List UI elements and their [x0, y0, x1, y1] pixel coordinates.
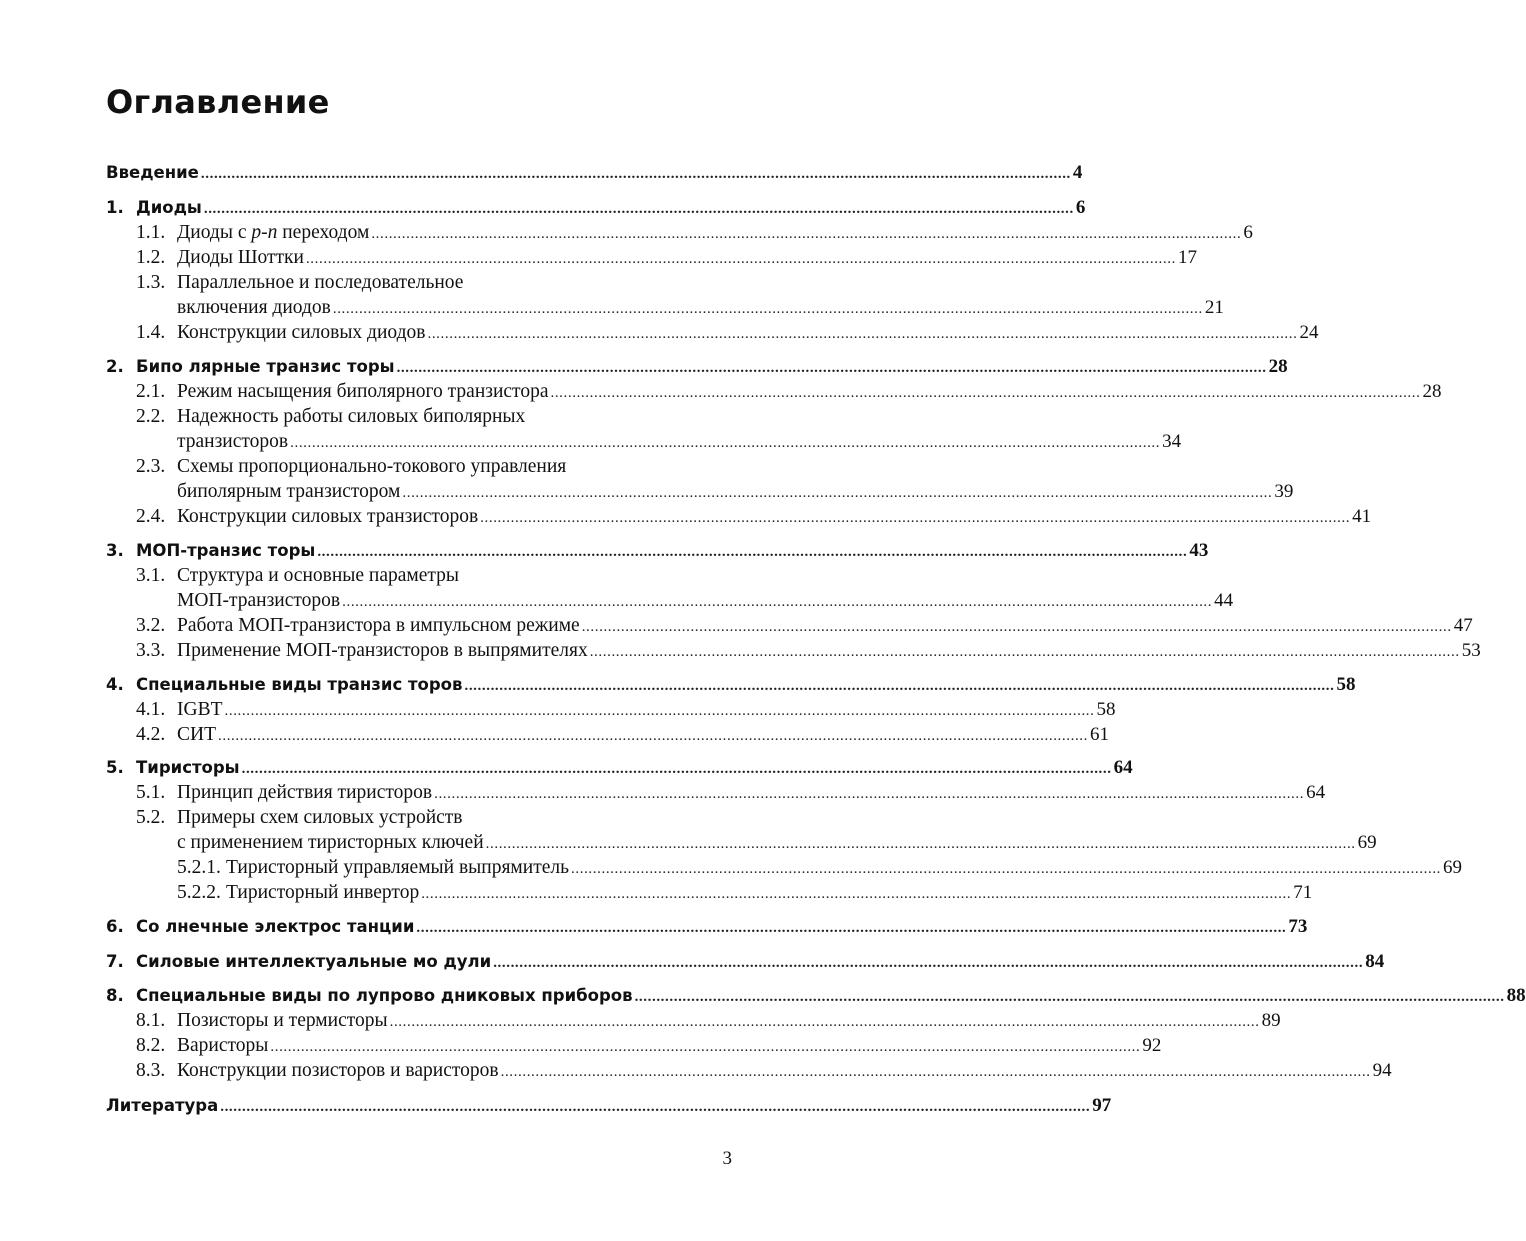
section-page: 17	[1177, 247, 1197, 268]
chapter-number: 8.	[106, 986, 124, 1005]
leader-dots: ........................................................................................................................................................................................................	[500, 1064, 1371, 1080]
leader-dots: ........................................................................................................................................................................................................	[224, 703, 1095, 719]
leader-dots: ........................................................................................................................................................................................................	[371, 226, 1242, 242]
section-page: 89	[1261, 1010, 1281, 1031]
section-label: IGBT	[177, 699, 223, 720]
section-label-continued: МОП-транзисторов	[177, 590, 341, 611]
leader-dots: ........................................................................................................................................................................................................	[290, 435, 1161, 451]
leader-dots: ........................................................................................................................................................................................................	[270, 1039, 1141, 1055]
chapter-page: 6	[1075, 197, 1086, 218]
section-label: Надежность работы силовых биполярных	[177, 406, 526, 427]
section-number: 5.2.	[136, 807, 166, 828]
section-label: Диоды с p-n переходом	[177, 222, 370, 243]
chapter-label: Со лнечные электрос танции	[136, 917, 415, 936]
subsection-number: 5.2.2.	[177, 882, 221, 903]
section-number: 5.1.	[136, 782, 166, 803]
section-page: 28	[1422, 381, 1442, 402]
toc-chapter-4	[106, 674, 1356, 699]
toc-chapter-6	[106, 916, 1308, 941]
section-number: 1.4.	[136, 322, 166, 343]
section-label: Варисторы	[177, 1035, 269, 1056]
section-number: 1.2.	[136, 247, 166, 268]
leader-dots: ........................................................................................................................................................................................................	[203, 201, 1074, 217]
toc-section-1-2	[106, 247, 1197, 272]
chapter-page: 84	[1365, 951, 1385, 972]
toc-section-1-3-cont	[106, 297, 1224, 322]
chapter-page: 88	[1506, 985, 1526, 1006]
leader-dots: ........................................................................................................................................................................................................	[634, 989, 1505, 1005]
leader-dots: ........................................................................................................................................................................................................	[427, 326, 1298, 342]
section-number: 1.1.	[136, 222, 166, 243]
toc-chapter-8	[106, 985, 1526, 1010]
section-page: 92	[1142, 1035, 1162, 1056]
toc-entry-page: 4	[1072, 162, 1083, 183]
chapter-page: 64	[1113, 757, 1133, 778]
chapter-label: Специальные виды транзис торов	[136, 675, 463, 694]
toc-section-2-3	[106, 456, 728, 481]
chapter-number: 7.	[106, 952, 124, 971]
section-page: 94	[1372, 1060, 1392, 1081]
section-page: 24	[1299, 322, 1319, 343]
chapter-page: 73	[1288, 916, 1308, 937]
chapter-number: 5.	[106, 758, 124, 777]
toc-section-2-2	[106, 406, 728, 431]
section-label: Применение МОП-транзисторов в выпрямителях	[177, 640, 588, 661]
toc-chapter-7	[106, 951, 1385, 976]
section-label-continued: с применением тиристорных ключей	[177, 832, 484, 853]
leader-dots: ........................................................................................................................................................................................................	[581, 619, 1452, 635]
section-label: Конструкции силовых транзисторов	[177, 506, 479, 527]
toc-section-3-1-cont	[106, 590, 1234, 615]
section-label-continued: включения диодов	[177, 297, 331, 318]
section-page: 69	[1357, 832, 1377, 853]
section-number: 1.3.	[136, 272, 166, 293]
section-page: 61	[1090, 724, 1109, 745]
section-number: 2.1.	[136, 381, 166, 402]
section-number: 3.2.	[136, 615, 166, 636]
section-label: СИТ	[177, 724, 216, 745]
section-page: 6	[1243, 222, 1253, 243]
section-page: 47	[1453, 615, 1473, 636]
section-page: 34	[1162, 431, 1182, 452]
toc-section-8-1	[106, 1010, 1281, 1035]
toc-section-1-3	[106, 272, 728, 297]
toc-section-8-2	[106, 1035, 1162, 1060]
toc-subsection-5-2-1	[106, 857, 1463, 882]
chapter-page: 43	[1189, 540, 1209, 561]
section-label: Принцип действия тиристоров	[177, 782, 433, 803]
section-number: 8.1.	[136, 1010, 166, 1031]
chapter-label: Силовые интеллектуальные мо дули	[136, 952, 492, 971]
toc-section-8-3	[106, 1060, 1392, 1085]
leader-dots: ........................................................................................................................................................................................................	[342, 594, 1213, 610]
toc-section-2-1	[106, 381, 1442, 406]
section-number: 4.2.	[136, 724, 166, 745]
chapter-label: Специальные виды по лупрово дниковых приборов	[136, 986, 633, 1005]
toc-section-4-1	[106, 699, 1116, 724]
subsection-page: 69	[1443, 857, 1463, 878]
leader-dots: ........................................................................................................................................................................................................	[493, 955, 1364, 971]
section-page: 44	[1214, 590, 1234, 611]
toc-entry-page: 97	[1092, 1095, 1112, 1116]
section-label: Позисторы и термисторы	[177, 1010, 388, 1031]
toc-section-3-3	[106, 640, 1481, 665]
subsection-number: 5.2.1.	[177, 857, 221, 878]
chapter-number: 4.	[106, 675, 124, 694]
toc-entry-label: Литература	[106, 1096, 219, 1115]
section-label: Структура и основные параметры	[177, 565, 460, 586]
leader-dots: ........................................................................................................................................................................................................	[480, 510, 1351, 526]
toc-section-5-2-cont	[106, 832, 1377, 857]
section-label: Диоды Шоттки	[177, 247, 304, 268]
toc-section-2-3-cont	[106, 481, 1294, 506]
toc-section-3-1	[106, 565, 728, 590]
toc-chapter-5	[106, 757, 1133, 782]
leader-dots: ........................................................................................................................................................................................................	[550, 385, 1421, 401]
toc-section-1-4	[106, 322, 1319, 347]
section-number: 3.1.	[136, 565, 166, 586]
toc-entry-label: Введение	[106, 163, 199, 182]
chapter-number: 3.	[106, 541, 124, 560]
leader-dots: ........................................................................................................................................................................................................	[317, 544, 1188, 560]
toc-section-2-2-cont	[106, 431, 1182, 456]
page-title: Оглавление	[106, 83, 330, 121]
leader-dots: ........................................................................................................................................................................................................	[305, 251, 1176, 267]
section-number: 2.3.	[136, 456, 166, 477]
toc-chapter-2	[106, 356, 1288, 381]
toc-entry-literature	[106, 1095, 1112, 1120]
chapter-number: 6.	[106, 917, 124, 936]
leader-dots: ........................................................................................................................................................................................................	[332, 301, 1203, 317]
leader-dots: ........................................................................................................................................................................................................	[464, 678, 1335, 694]
section-label: Параллельное и последовательное	[177, 272, 464, 293]
subsection-label: Тиристорный инвертор	[226, 882, 420, 903]
subsection-label: Тиристорный управляемый выпрямитель	[226, 857, 570, 878]
section-label: Конструкции силовых диодов	[177, 322, 426, 343]
toc-chapter-3	[106, 540, 1209, 565]
section-page: 53	[1461, 640, 1481, 661]
section-label: Примеры схем силовых устройств	[177, 807, 463, 828]
chapter-label: Диоды	[136, 198, 202, 217]
chapter-label: Тиристоры	[136, 758, 240, 777]
toc-subsection-5-2-2	[106, 882, 1313, 907]
leader-dots: ........................................................................................................................................................................................................	[589, 644, 1460, 660]
leader-dots: ........................................................................................................................................................................................................	[421, 886, 1292, 902]
toc-section-5-1	[106, 782, 1326, 807]
section-number: 2.2.	[136, 406, 166, 427]
section-number: 8.2.	[136, 1035, 166, 1056]
section-label-continued: транзисторов	[177, 431, 289, 452]
section-label-continued: биполярным транзистором	[177, 481, 401, 502]
leader-dots: ........................................................................................................................................................................................................	[434, 786, 1305, 802]
toc-section-2-4	[106, 506, 1372, 531]
leader-dots: ........................................................................................................................................................................................................	[241, 761, 1112, 777]
section-page: 39	[1274, 481, 1294, 502]
leader-dots: ........................................................................................................................................................................................................	[200, 166, 1071, 182]
chapter-number: 1.	[106, 198, 124, 217]
leader-dots: ........................................................................................................................................................................................................	[220, 1099, 1091, 1115]
chapter-number: 2.	[106, 357, 124, 376]
section-label: Режим насыщения биполярного транзистора	[177, 381, 549, 402]
chapter-page: 28	[1268, 356, 1288, 377]
leader-dots: ........................................................................................................................................................................................................	[485, 836, 1356, 852]
section-page: 64	[1306, 782, 1326, 803]
leader-dots: ........................................................................................................................................................................................................	[396, 360, 1267, 376]
leader-dots: ........................................................................................................................................................................................................	[218, 728, 1088, 744]
section-label: Конструкции позисторов и варисторов	[177, 1060, 499, 1081]
toc-section-5-2	[106, 807, 728, 832]
section-page: 58	[1096, 699, 1116, 720]
section-number: 8.3.	[136, 1060, 166, 1081]
leader-dots: ........................................................................................................................................................................................................	[571, 861, 1442, 877]
chapter-label: Бипо лярные транзис торы	[136, 357, 395, 376]
section-number: 2.4.	[136, 506, 166, 527]
leader-dots: ........................................................................................................................................................................................................	[402, 485, 1273, 501]
section-label: Схемы пропорционально-токового управления	[177, 456, 567, 477]
section-page: 21	[1204, 297, 1224, 318]
toc-section-1-1	[106, 222, 1253, 247]
leader-dots: ........................................................................................................................................................................................................	[389, 1014, 1260, 1030]
section-number: 4.1.	[136, 699, 166, 720]
toc-chapter-1	[106, 197, 1086, 222]
chapter-label: МОП-транзис торы	[136, 541, 316, 560]
section-page: 41	[1352, 506, 1372, 527]
chapter-page: 58	[1336, 674, 1356, 695]
leader-dots: ........................................................................................................................................................................................................	[416, 920, 1287, 936]
toc-entry-intro	[106, 162, 1083, 187]
subsection-page: 71	[1293, 882, 1313, 903]
toc-section-4-2	[106, 724, 1109, 749]
section-number: 3.3.	[136, 640, 166, 661]
section-label: Работа МОП-транзистора в импульсном режиме	[177, 615, 580, 636]
toc-section-3-2	[106, 615, 1473, 640]
page-number: 3	[722, 1148, 732, 1169]
